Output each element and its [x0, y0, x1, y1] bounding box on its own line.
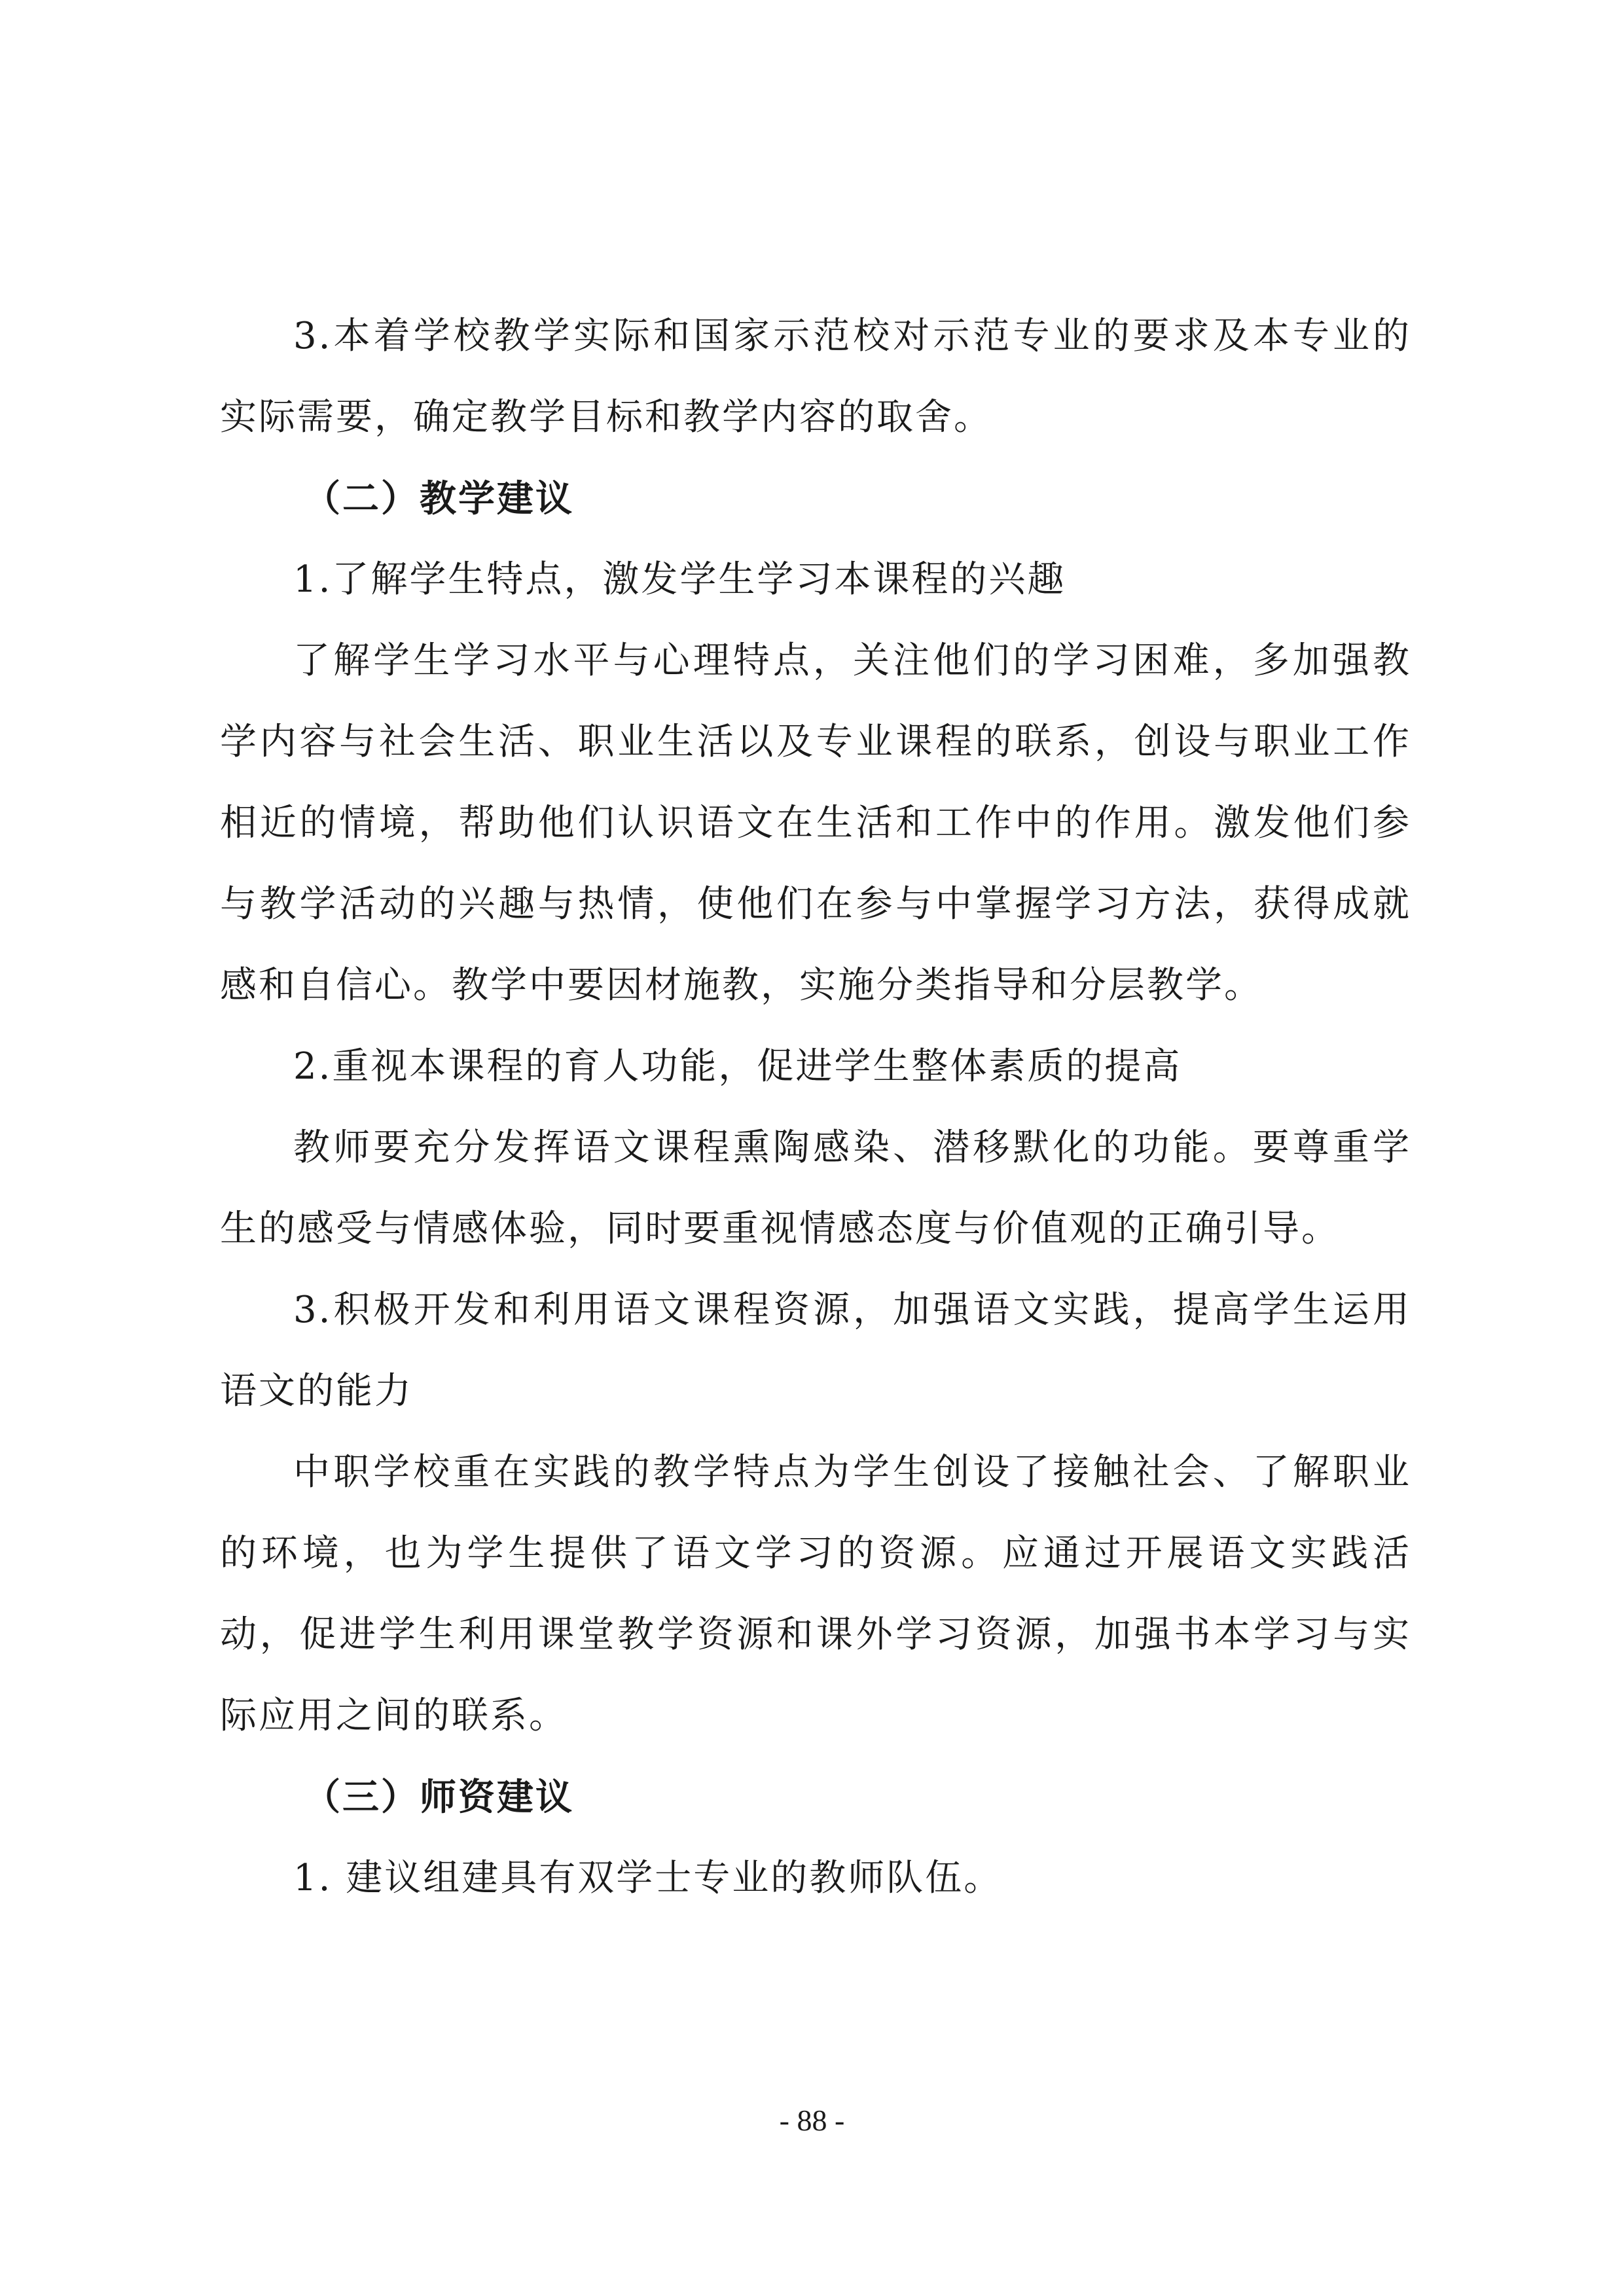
subheading-education-function: 2.重视本课程的育人功能，促进学生整体素质的提高	[293, 1045, 1182, 1088]
paragraph-faculty-team: 1. 建议组建具有双学士专业的教师队伍。	[293, 1857, 1003, 1899]
subheading-student-characteristics: 1.了解学生特点，激发学生学习本课程的兴趣	[293, 558, 1066, 601]
subheading-course-resources: 3.积极开发和利用语文课程资源，加强语文实践，提高学生运用语文的能力	[220, 1289, 1411, 1412]
paragraph-course-resources: 中职学校重在实践的教学特点为学生创设了接触社会、了解职业的环境，也为学生提供了语文学习的资源。应通过开展语文实践活动，促进学生利用课堂教学资源和课外学习资源，加强书本学习与实际应用之间的联系。	[220, 1451, 1411, 1737]
paragraph-education-function: 教师要充分发挥语文课程熏陶感染、潜移默化的功能。要尊重学生的感受与情感体验，同时要重视情感态度与价值观的正确引导。	[220, 1126, 1411, 1250]
paragraph-objectives: 3.本着学校教学实际和国家示范校对示范专业的要求及本专业的实际需要，确定教学目标和教学内容的取舍。	[220, 315, 1411, 439]
paragraph-student-characteristics: 了解学生学习水平与心理特点，关注他们的学习困难，多加强教学内容与社会生活、职业生活以及专业课程的联系，创设与职业工作相近的情境，帮助他们认识语文在生活和工作中的作用。激发他们参与教学活动的兴趣与热情，使他们在参与中掌握学习方法，获得成就感和自信心。教学中要因材施教，实施分类指导和分层教学。	[220, 639, 1411, 1007]
section-heading-teaching-suggestions: （二）教学建议	[304, 477, 574, 520]
page-body	[220, 296, 1411, 1919]
page-number: - 88 -	[779, 2104, 845, 2137]
section-heading-faculty-suggestions: （三）师资建议	[304, 1776, 574, 1819]
